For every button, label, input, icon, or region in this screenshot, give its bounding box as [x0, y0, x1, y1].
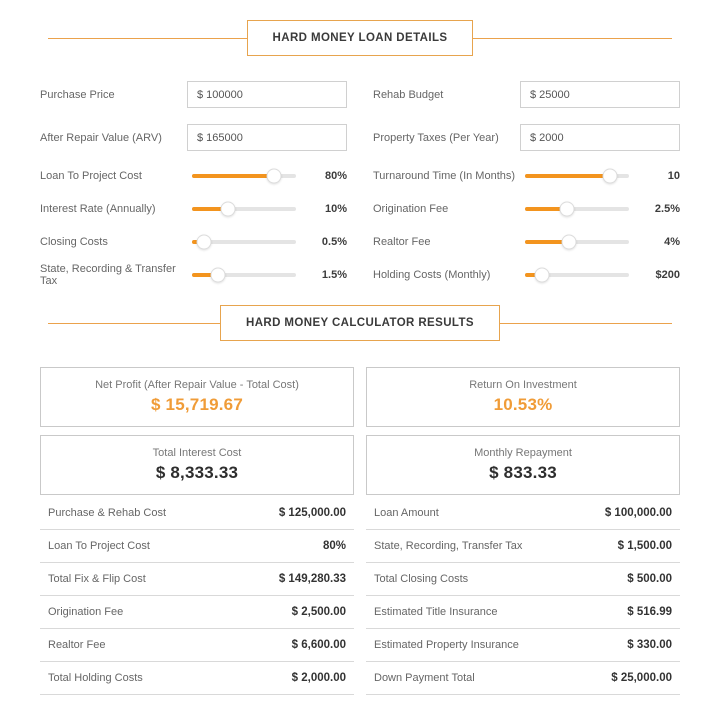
result-label: Estimated Title Insurance	[374, 606, 498, 618]
net-profit-label: Net Profit (After Repair Value - Total Cost)	[95, 379, 299, 391]
hard-money-calculator	[0, 20, 720, 695]
rehab-budget-label: Rehab Budget	[373, 88, 444, 101]
origination-fee-value: 2.5%	[654, 202, 680, 215]
result-row-state-recording-transfer-tax	[366, 530, 680, 563]
result-label: Loan To Project Cost	[48, 540, 150, 552]
holding-costs-label: Holding Costs (Monthly)	[373, 268, 491, 281]
turnaround-time-label: Turnaround Time (In Months)	[373, 169, 516, 182]
arv-label: After Repair Value (ARV)	[40, 131, 162, 144]
result-value: $ 500.00	[627, 573, 672, 585]
total-interest-cost-label: Total Interest Cost	[152, 447, 242, 459]
monthly-repayment-value: $ 833.33	[489, 463, 557, 482]
result-label: Total Fix & Flip Cost	[48, 573, 146, 585]
origination-fee-slider[interactable]	[525, 201, 629, 217]
loan-details-header	[40, 20, 680, 55]
result-label: Purchase & Rehab Cost	[48, 507, 167, 519]
turnaround-time-row	[373, 159, 680, 192]
loan-details-title: HARD MONEY LOAN DETAILS	[247, 20, 474, 56]
slider-handle[interactable]	[534, 267, 549, 282]
result-value: $ 100,000.00	[604, 507, 672, 519]
slider-handle[interactable]	[603, 168, 618, 183]
result-value: $ 2,000.00	[291, 672, 346, 684]
net-profit-card	[40, 367, 354, 427]
roi-value: 10.53%	[493, 395, 553, 414]
result-row-total-holding-costs	[40, 662, 354, 695]
closing-costs-label: Closing Costs	[40, 235, 108, 248]
monthly-repayment-label: Monthly Repayment	[474, 447, 572, 459]
interest-rate-row	[40, 192, 347, 225]
result-row-purchase-rehab-cost	[40, 497, 354, 530]
result-row-total-closing-costs	[366, 563, 680, 596]
property-taxes-label: Property Taxes (Per Year)	[373, 131, 499, 144]
results-title: HARD MONEY CALCULATOR RESULTS	[220, 305, 500, 341]
result-value: $ 125,000.00	[278, 507, 346, 519]
closing-costs-row	[40, 225, 347, 258]
result-label: Estimated Property Insurance	[374, 639, 519, 651]
net-profit-value: $ 15,719.67	[150, 395, 243, 414]
result-value: $ 1,500.00	[617, 540, 672, 552]
property-taxes-field	[373, 124, 680, 151]
loan-details-sliders	[40, 159, 680, 291]
result-label: State, Recording, Transfer Tax	[374, 540, 523, 552]
arv-field	[40, 124, 347, 151]
result-value: $ 6,600.00	[291, 639, 346, 651]
property-taxes-input[interactable]	[520, 124, 680, 151]
closing-costs-value: 0.5%	[321, 235, 347, 248]
result-label: Realtor Fee	[48, 639, 106, 651]
loan-to-project-cost-row	[40, 159, 347, 192]
result-label: Origination Fee	[48, 606, 124, 618]
total-interest-cost-card	[40, 435, 354, 495]
realtor-fee-row	[373, 225, 680, 258]
realtor-fee-value: 4%	[664, 235, 680, 248]
interest-rate-label: Interest Rate (Annually)	[40, 202, 156, 215]
state-recording-transfer-tax-value: 1.5%	[321, 268, 347, 281]
result-row-estimated-property-insurance	[366, 629, 680, 662]
slider-handle[interactable]	[221, 201, 236, 216]
loan-to-project-cost-label: Loan To Project Cost	[40, 169, 142, 182]
origination-fee-label: Origination Fee	[373, 202, 449, 215]
rehab-budget-field	[373, 81, 680, 108]
result-row-loan-amount	[366, 497, 680, 530]
turnaround-time-slider[interactable]	[525, 168, 629, 184]
result-row-loan-to-project-cost	[40, 530, 354, 563]
interest-rate-value: 10%	[324, 202, 347, 215]
result-row-estimated-title-insurance	[366, 596, 680, 629]
result-row-realtor-fee	[40, 629, 354, 662]
result-label: Loan Amount	[374, 507, 439, 519]
holding-costs-value: $200	[655, 268, 680, 281]
result-value: 80%	[322, 540, 346, 552]
slider-handle[interactable]	[559, 201, 574, 216]
holding-costs-row	[373, 258, 680, 291]
roi-card	[366, 367, 680, 427]
result-label: Total Closing Costs	[374, 573, 469, 585]
slider-handle[interactable]	[197, 234, 212, 249]
slider-fill	[525, 174, 610, 178]
result-value: $ 149,280.33	[278, 573, 346, 585]
roi-label: Return On Investment	[469, 379, 577, 391]
slider-handle[interactable]	[561, 234, 576, 249]
results-summary	[40, 367, 680, 495]
monthly-repayment-card	[366, 435, 680, 495]
origination-fee-row	[373, 192, 680, 225]
result-row-origination-fee	[40, 596, 354, 629]
results-header	[40, 305, 680, 340]
slider-handle[interactable]	[211, 267, 226, 282]
loan-to-project-cost-slider[interactable]	[192, 168, 296, 184]
state-recording-transfer-tax-label: State, Recording & Transfer Tax	[40, 262, 176, 287]
purchase-price-label: Purchase Price	[40, 88, 115, 101]
result-row-total-fix-flip-cost	[40, 563, 354, 596]
arv-input[interactable]	[187, 124, 347, 151]
results-table	[40, 497, 680, 695]
total-interest-cost-value: $ 8,333.33	[155, 463, 239, 482]
slider-handle[interactable]	[267, 168, 282, 183]
realtor-fee-label: Realtor Fee	[373, 235, 431, 248]
slider-fill	[192, 174, 274, 178]
result-value: $ 516.99	[627, 606, 672, 618]
turnaround-time-value: 10	[667, 169, 680, 182]
holding-costs-slider[interactable]	[525, 267, 629, 283]
result-row-down-payment-total	[366, 662, 680, 695]
state-recording-transfer-tax-slider[interactable]	[192, 267, 296, 283]
loan-to-project-cost-value: 80%	[324, 169, 347, 182]
realtor-fee-slider[interactable]	[525, 234, 629, 250]
purchase-price-input[interactable]	[187, 81, 347, 108]
interest-rate-slider[interactable]	[192, 201, 296, 217]
loan-details-fields	[40, 81, 680, 151]
closing-costs-slider[interactable]	[192, 234, 296, 250]
rehab-budget-input[interactable]	[520, 81, 680, 108]
result-label: Total Holding Costs	[48, 672, 143, 684]
result-value: $ 330.00	[627, 639, 672, 651]
purchase-price-field	[40, 81, 347, 108]
result-label: Down Payment Total	[374, 672, 475, 684]
result-value: $ 2,500.00	[291, 606, 346, 618]
state-recording-transfer-tax-row	[40, 258, 347, 291]
result-value: $ 25,000.00	[611, 672, 672, 684]
